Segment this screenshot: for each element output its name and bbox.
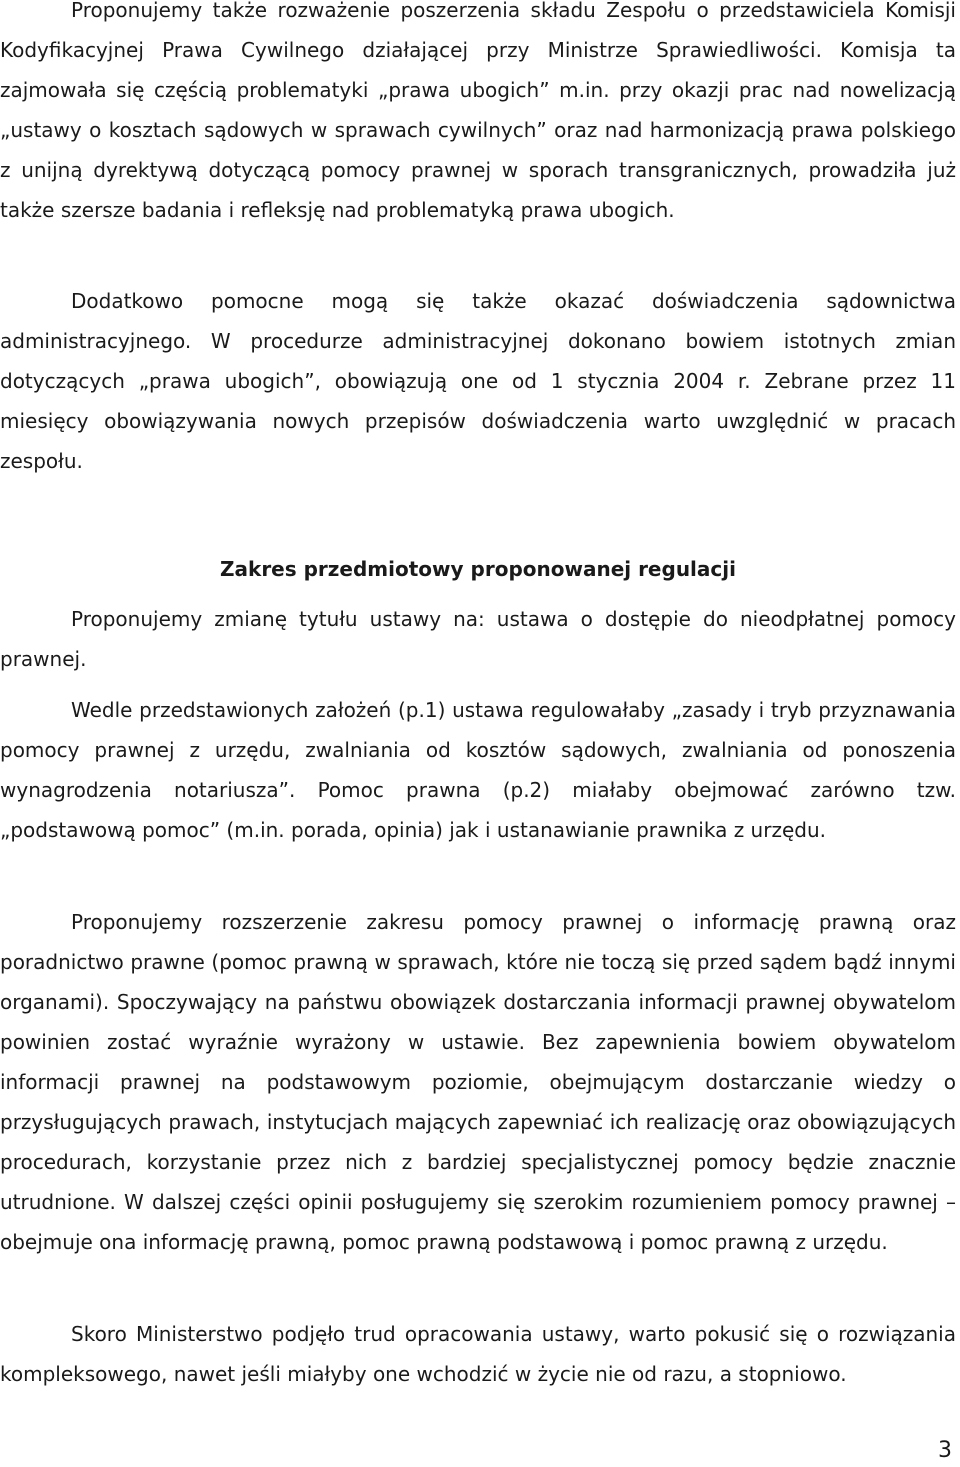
section-heading: Zakres przedmiotowy proponowanej regulacji [220,557,736,581]
paragraph-3: Proponujemy zmianę tytułu ustawy na: ustawa o dostępie do nieodpłatnej pomocy prawnej. [0,607,956,671]
paragraph-4: Wedle przedstawionych założeń (p.1) ustawa regulowałaby „zasady i tryb przyznawania pomocy prawnej z urzędu, zwalniania od kosztów sądowych, zwalniania od ponoszenia wynagrodzenia notariusza”. Pomoc prawna (p.2) miałaby obejmować zarówno tzw. „podstawową pomoc” (m.in. porada, opinia) jak i ustanawianie prawnika z urzędu. [0,698,956,842]
paragraph-1: Proponujemy także rozważenie poszerzenia składu Zespołu o przedstawiciela Komisji Kodyfikacyjnej Prawa Cywilnego działającej przy Ministrze Sprawiedliwości. Komisja ta zajmowała się częścią problematyki „prawa ubogich” m.in. przy okazji prac nad nowelizacją „ustawy o kosztach sądowych w sprawach cywilnych” oraz nad harmonizacją prawa polskiego z unijną dyrektywą dotyczącą pomocy prawnej w sporach transgranicznych, prowadziła już także szersze badania i refleksję nad problematyką prawa ubogich. [0,0,956,222]
paragraph-2: Dodatkowo pomocne mogą się także okazać doświadczenia sądownictwa administracyjnego. W procedurze administracyjnej dokonano bowiem istotnych zmian dotyczących „prawa ubogich”, obowiązują one od 1 stycznia 2004 r. Zebrane przez 11 miesięcy obowiązywania nowych przepisów doświadczenia warto uwzględnić w pracach zespołu. [0,289,956,473]
page-number: 3 [938,1438,952,1463]
paragraph-6: Skoro Ministerstwo podjęło trud opracowania ustawy, warto pokusić się o rozwiązania kompleksowego, nawet jeśli miałyby one wchodzić w życie nie od razu, a stopniowo. [0,1322,956,1386]
paragraph-5: Proponujemy rozszerzenie zakresu pomocy prawnej o informację prawną oraz poradnictwo prawne (pomoc prawną w sprawach, które nie toczą się przed sądem bądź innymi organami). Spoczywający na państwu obowiązek dostarczania informacji prawnej obywatelom powinien zostać wyraźnie wyrażony w ustawie. Bez zapewnienia bowiem obywatelom informacji prawnej na podstawowym poziomie, obejmującym dostarczanie wiedzy o przysługujących prawach, instytucjach mających zapewniać ich realizację oraz obowiązujących procedurach, korzystanie przez nich z bardziej specjalistycznej pomocy będzie znacznie utrudnione. W dalszej części opinii posługujemy się szerokim rozumieniem pomocy prawnej – obejmuje ona informację prawną, pomoc prawną podstawową i pomoc prawną z urzędu. [0,910,956,1254]
